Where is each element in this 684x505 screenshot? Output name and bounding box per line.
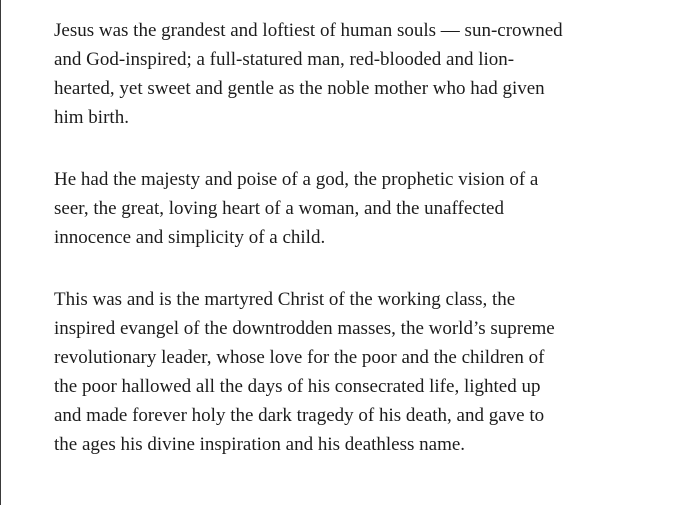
text-line: and made forever holy the dark tragedy of his death, and gave to	[54, 405, 545, 426]
text-line: This was and is the martyred Christ of the working class, the	[54, 289, 516, 310]
text-line: revolutionary leader, whose love for the poor and the children of	[54, 347, 545, 368]
text-passage	[54, 16, 654, 459]
text-line: innocence and simplicity of a child.	[54, 227, 326, 248]
text-line: inspired evangel of the downtrodden masses, the world’s supreme	[54, 318, 555, 339]
text-line: He had the majesty and poise of a god, the prophetic vision of a	[54, 169, 539, 190]
paragraph-1	[54, 16, 654, 132]
text-line: Jesus was the grandest and loftiest of human souls — sun-crowned	[54, 20, 563, 41]
text-line: seer, the great, loving heart of a woman, and the unaffected	[54, 198, 504, 219]
text-line: the ages his divine inspiration and his deathless name.	[54, 434, 466, 455]
text-line: hearted, yet sweet and gentle as the noble mother who had given	[54, 78, 545, 99]
text-line: and God-inspired; a full-statured man, red-blooded and lion-	[54, 49, 515, 70]
text-line: the poor hallowed all the days of his consecrated life, lighted up	[54, 376, 541, 397]
paragraph-3	[54, 285, 654, 459]
window-left-edge-border	[0, 0, 1, 505]
text-line: him birth.	[54, 107, 129, 128]
paragraph-2	[54, 165, 654, 252]
